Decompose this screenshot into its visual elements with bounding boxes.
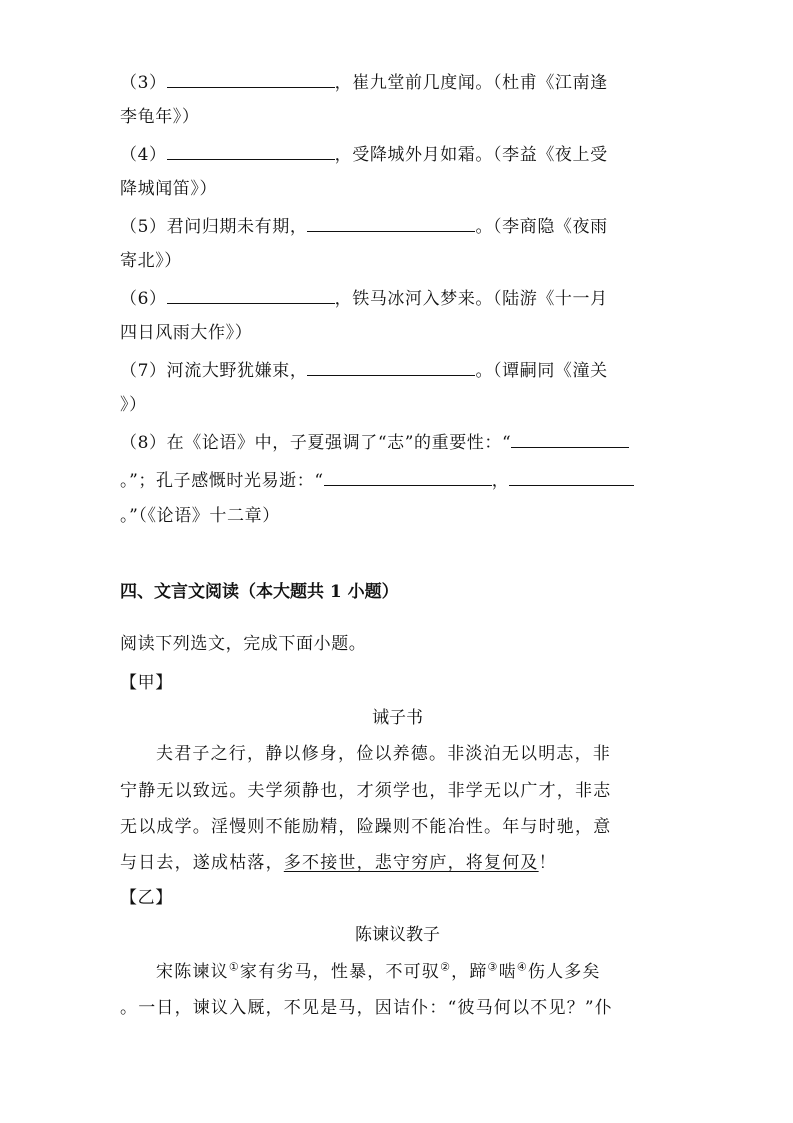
question-6-continued: 四日风雨大作》）	[120, 323, 253, 343]
passage-text: 与日去，遂成枯落，	[120, 853, 284, 873]
question-3-continued: 李龟年》）	[120, 107, 200, 127]
underlined-sentence: 多不接世，悲守穷庐，将复何及	[283, 853, 539, 873]
section-instruction: 阅读下列选文，完成下面小题。	[120, 634, 367, 654]
passage-a-line-1: 夫君子之行，静以修身，俭以养德。非淡泊无以明志，非	[156, 744, 611, 764]
question-5	[120, 214, 608, 239]
passage-a-line-4	[120, 851, 557, 875]
question-5-continued: 寄北》）	[120, 251, 182, 271]
passage-b-line-2: 。一日，谏议入厩，不见是马，因诘仆：“彼马何以不见？”仆	[120, 998, 613, 1018]
passage-text: 伤人多矣	[527, 962, 601, 982]
passage-b-line-1	[156, 960, 601, 984]
passage-text: 家有劣马，性暴，不可驭	[239, 962, 441, 982]
passage-a-line-3: 无以成学。淫慢则不能励精，险躁则不能冶性。年与时驰，意	[120, 817, 612, 837]
answer-blank[interactable]	[324, 468, 492, 486]
question-text: 在《论语》中，子夏强调了“志”的重要性：“	[166, 433, 512, 453]
question-number: （5）	[120, 217, 167, 237]
footnote-marker[interactable]: ②	[440, 960, 452, 974]
passage-text: ！	[538, 853, 557, 873]
question-3	[120, 70, 608, 95]
question-number: （7）	[120, 361, 167, 381]
question-text: 。”；孔子感慨时光易逝：“	[120, 471, 324, 491]
question-7	[120, 358, 608, 383]
question-text: ，受降城外月如霜。（李益《夜上受	[334, 145, 608, 165]
question-8	[120, 430, 629, 455]
answer-blank[interactable]	[167, 70, 335, 88]
question-text: 。（谭嗣同《潼关	[475, 361, 608, 381]
question-7-continued: 》）	[120, 395, 147, 415]
question-8-line-2	[120, 468, 634, 493]
question-8-line-3: 。”（《论语》十二章）	[120, 506, 280, 526]
footnote-marker[interactable]: ④	[516, 960, 528, 974]
question-text: 河流大野犹嫌束，	[166, 361, 308, 381]
section-heading: 四、文言文阅读（本大题共 1 小题）	[120, 582, 399, 602]
question-4-continued: 降城闻笛》）	[120, 179, 218, 199]
question-text: ，铁马冰河入梦来。（陆游《十一月	[334, 289, 608, 309]
question-text: 君问归期未有期，	[166, 217, 308, 237]
question-number: （3）	[120, 73, 167, 93]
question-text: 。（李商隐《夜雨	[475, 217, 608, 237]
answer-blank[interactable]	[307, 358, 475, 376]
footnote-marker[interactable]: ①	[228, 960, 240, 974]
passage-b-title: 陈谏议教子	[355, 925, 440, 945]
question-number: （6）	[120, 289, 167, 309]
question-text: ，	[491, 471, 510, 491]
answer-blank[interactable]	[509, 468, 634, 486]
question-4	[120, 142, 608, 167]
passage-text: ，蹄	[451, 962, 488, 982]
question-6	[120, 286, 608, 311]
question-number: （8）	[120, 433, 167, 453]
answer-blank[interactable]	[167, 286, 335, 304]
answer-blank[interactable]	[511, 430, 629, 448]
answer-blank[interactable]	[167, 142, 335, 160]
footnote-marker[interactable]: ③	[487, 960, 499, 974]
passage-a-label: 【甲】	[120, 673, 173, 693]
question-number: （4）	[120, 145, 167, 165]
passage-b-label: 【乙】	[120, 888, 173, 908]
passage-text: 啮	[498, 962, 517, 982]
answer-blank[interactable]	[307, 214, 475, 232]
passage-a-line-2: 宁静无以致远。夫学须静也，才须学也，非学无以广才，非志	[120, 781, 612, 801]
question-text: ，崔九堂前几度闻。（杜甫《江南逢	[334, 73, 608, 93]
passage-text: 宋陈谏议	[156, 962, 229, 982]
passage-a-title: 诫子书	[372, 708, 423, 728]
